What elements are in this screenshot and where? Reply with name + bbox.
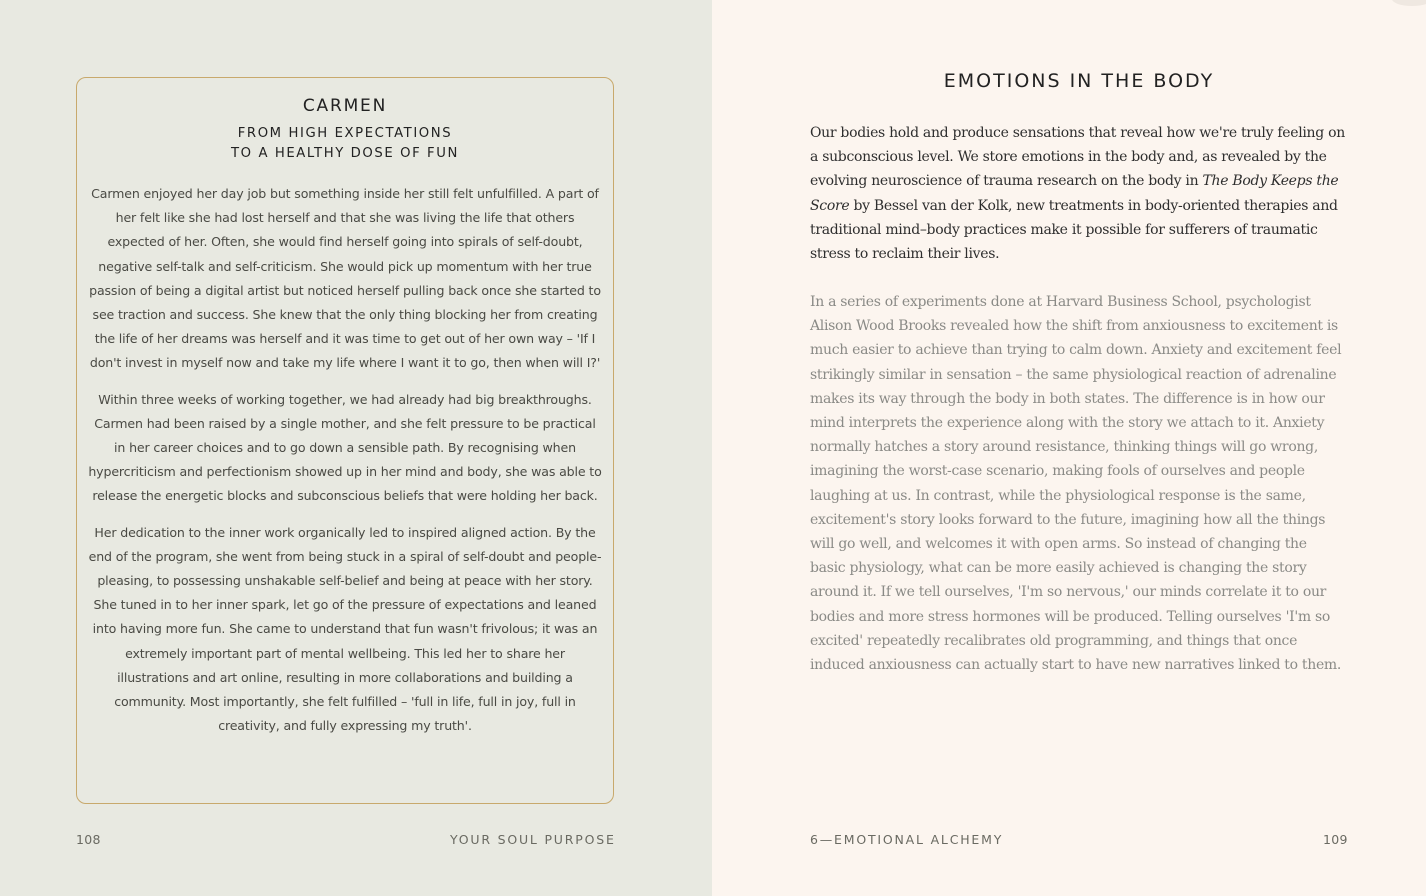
research-paragraph — [810, 290, 1346, 677]
case-study-name: CARMEN — [302, 96, 388, 116]
left-running-head: YOUR SOUL PURPOSE — [450, 832, 616, 847]
intro-paragraph — [810, 121, 1346, 266]
right-running-head: 6—EMOTIONAL ALCHEMY — [810, 832, 1004, 847]
case-study-subtitle-line1: FROM HIGH EXPECTATIONS — [237, 126, 453, 141]
left-page-number: 108 — [76, 832, 101, 847]
right-page-number: 109 — [1323, 832, 1348, 847]
case-study-paragraph: Carmen enjoyed her day job but something inside her still felt unfulfilled. A part of her felt like she had lost herself and that she was living the life that others expected of her. Often, she would find herself going into spirals of self-doubt, negative self-talk and self-criticism. She would pick up momentum with her true passion of being a digital artist but noticed herself pulling back once she started to see traction and success. She knew that the only thing blocking her from creating the life of her dreams was herself and it was time to get out of her own way – 'If I don't invest in myself now and take my life where I want it to go, then when will I?' — [89, 186, 601, 371]
section-title: EMOTIONS IN THE BODY — [943, 70, 1215, 92]
research-text: In a series of experiments done at Harvard Business School, psychologist Alison Wood Brooks revealed how the shift from anxiousness to excitement is much easier to achieve than trying to calm down. Anxiety and excitement feel strikingly similar in sensation – the same physiological reaction of adrenaline makes its way through the body in both states. The difference is in how our mind interprets the experience along with the story we attach to it. Anxiety normally hatches a story around resistance, thinking things will go wrong, imagining the worst-case scenario, making fools of ourselves and people laughing at us. In contrast, while the physiological response is the same, excitement's story looks forward to the future, imagining how all the things will go well, and welcomes it with open arms. So instead of changing the basic physiology, what can be more easily achieved is changing the story around it. If we tell ourselves, 'I'm so nervous,' our minds correlate it to our bodies and more stress hormones will be produced. Telling ourselves 'I'm so excited' repeatedly recalibrates old programming, and things that once induced anxiousness can actually start to have new narratives linked to them. — [810, 294, 1342, 674]
case-study-subtitle-line2: TO A HEALTHY DOSE OF FUN — [231, 146, 459, 161]
case-study-paragraph: Within three weeks of working together, we had already had big breakthroughs. Carmen had been raised by a single mother, and she felt pressure to be practical in her career choices and to go down a sensible path. By recognising when hypercriticism and perfectionism showed up in her mind and body, she was able to release the energetic blocks and subconscious beliefs that were holding her back. — [88, 391, 602, 504]
intro-text-start: Our bodies hold and produce sensations that reveal how we're truly feeling on a subconscious level. We store emotions in the body and, as revealed by the evolving neuroscience of trauma research on the body in — [810, 125, 1345, 190]
page-corner-shadow — [1392, 0, 1426, 6]
intro-text-end: by Bessel van der Kolk, new treatments in body-oriented therapies and traditional mind–body practices make it possible for sufferers of traumatic stress to reclaim their lives. — [810, 197, 1338, 263]
book-title: The Body Keeps the Score — [810, 173, 1339, 214]
case-study-paragraph: Her dedication to the inner work organically led to inspired aligned action. By the end of the program, she went from being stuck in a spiral of self-doubt and people-pleasing, to possessing unshakable self-belief and being at peace with her story. She tuned in to her inner spark, let go of the pressure of expectations and leaned into having more fun. She came to understand that fun wasn't frivolous; it was an extremely important part of mental wellbeing. This led her to share her illustrations and art online, resulting in more collaborations and building a community. Most importantly, she felt fulfilled – 'full in life, full in joy, full in creativity, and fully expressing my truth'. — [88, 524, 602, 734]
case-study-body — [88, 182, 602, 750]
case-study-subtitle — [76, 124, 614, 164]
